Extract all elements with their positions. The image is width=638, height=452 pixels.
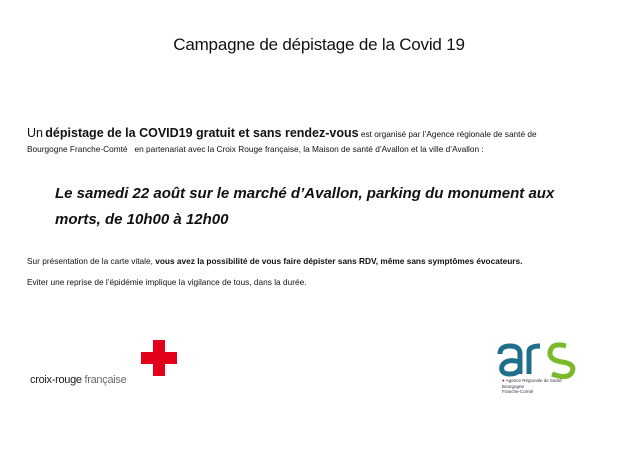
red-cross-icon (141, 340, 177, 376)
intro-lead: Un (27, 126, 43, 140)
croix-rouge-wordmark: croix-rouge française (30, 374, 127, 386)
event-line-1: Le samedi 22 août sur le marché d’Avallon, parking du monument aux (55, 185, 555, 202)
event-announcement (55, 181, 615, 233)
croix-rouge-logo (30, 338, 190, 398)
ars-logo (496, 340, 606, 420)
ars-subtitle: ● Agence Régionale de Santé Bourgogne Franche-Comté (502, 378, 562, 394)
intro-rest: est organisé par l’Agence régionale de santé de (360, 129, 537, 139)
document-title: Campagne de dépistage de la Covid 19 (173, 35, 465, 54)
carte-vitale-plain: Sur présentation de la carte vitale, (27, 256, 153, 266)
carte-vitale-bold: vous avez la possibilité de vous faire dépister sans RDV, même sans symptômes évocateurs. (155, 256, 523, 266)
intro-paragraph (27, 126, 613, 157)
carte-vitale-paragraph (27, 255, 617, 267)
intro-bold: dépistage de la COVID19 gratuit et sans rendez-vous (45, 126, 359, 140)
event-line-2: morts, de 10h00 à 12h00 (55, 211, 229, 228)
intro-line-2: Bourgogne Franche-Comté en partenariat avec la Croix Rouge française, la Maison de santé d’Avallon et la ville d’Avallon : (27, 144, 484, 154)
vigilance-paragraph: Eviter une reprise de l’épidémie implique la vigilance de tous, dans la durée. (27, 277, 307, 287)
ars-mark-icon (496, 340, 586, 380)
intro-line-1 (27, 126, 613, 142)
